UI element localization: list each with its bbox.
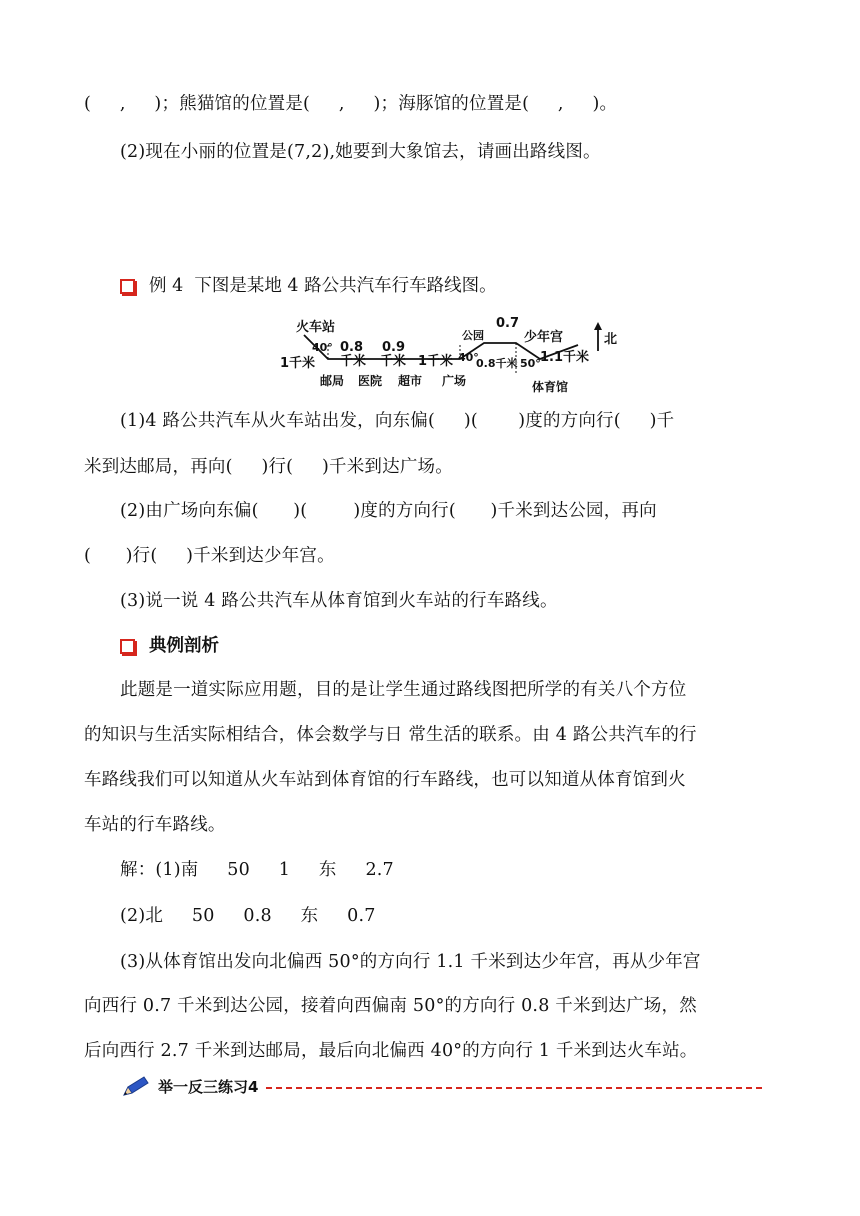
label-hospital: 医院: [358, 374, 383, 388]
dashed-divider: [266, 1087, 762, 1089]
pencil-icon: [122, 1075, 150, 1097]
label-1km-a: 1千米: [280, 356, 316, 371]
solution-1: 解：(1)南 50 1 东 2.7: [120, 860, 394, 880]
label-1km-b: 1千米: [418, 354, 454, 369]
example-4-title: 例 4 下图是某地 4 路公共汽车行车路线图。: [149, 276, 497, 296]
q2-line-b: ( )行( )千米到达少年宫。: [84, 546, 335, 566]
practice-header: [122, 1072, 762, 1100]
solution-3b: 向西行 0.7 千米到达公园，接着向西偏南 50°的方向行 0.8 千米到达广场，然: [84, 996, 697, 1016]
analysis-p4: 车站的行车路线。: [84, 815, 226, 835]
label-square: 广场: [442, 374, 467, 388]
q1-line-a: (1)4 路公共汽车从火车站出发，向东偏( )( )度的方向行( )千: [120, 411, 675, 431]
analysis-p3: 车路线我们可以知道从火车站到体育馆的行车路线，也可以知道从体育馆到火: [84, 770, 686, 790]
label-angle-40a: 40°: [312, 341, 333, 354]
label-post-office: 邮局: [320, 374, 345, 388]
label-train-station: 火车站: [296, 320, 336, 335]
analysis-title: 典例剖析: [149, 636, 219, 656]
checkbox-icon: [120, 639, 135, 654]
bus-route-map: [270, 315, 620, 395]
label-d-07: 0.7: [496, 316, 520, 331]
label-d-50: 50°: [520, 357, 541, 370]
label-youth-palace: 少年宫: [524, 330, 564, 345]
label-angle-40b: 40°: [458, 351, 479, 364]
analysis-p1: 此题是一道实际应用题，目的是让学生通过路线图把所学的有关八个方位: [120, 680, 687, 700]
analysis-p2: 的知识与生活实际相结合，体会数学与日 常生活的联系。由 4 路公共汽车的行: [84, 725, 697, 745]
practice-label: 举一反三练习4: [158, 1077, 259, 1096]
analysis-heading: [120, 634, 219, 658]
label-km-a: 千米: [340, 354, 367, 369]
q2-line-a: (2)由广场向东偏( )( )度的方向行( )千米到达公园，再向: [120, 501, 657, 521]
question-2: (2)现在小丽的位置是(7,2),她要到大象馆去，请画出路线图。: [120, 142, 601, 162]
q1-line-b: 米到达邮局，再向( )行( )千米到达广场。: [84, 457, 453, 477]
solution-3a: (3)从体育馆出发向北偏西 50°的方向行 1.1 千米到达少年宫，再从少年宫: [120, 952, 701, 972]
label-d-11: 1.1千米: [540, 350, 590, 365]
label-gym: 体育馆: [532, 380, 569, 394]
label-north: 北: [604, 332, 618, 347]
label-d-09: 0.9: [382, 340, 406, 355]
label-supermarket: 超市: [398, 374, 423, 388]
solution-3c: 后向西行 2.7 千米到达邮局，最后向北偏西 40°的方向行 1 千米到达火车站。: [84, 1041, 698, 1061]
question-line-1-continued: ( , )；熊猫馆的位置是( , )；海豚馆的位置是( , )。: [84, 94, 618, 114]
label-d-08b: 0.8千米: [476, 357, 518, 370]
route-map-svg: [270, 315, 620, 395]
solution-2: (2)北 50 0.8 东 0.7: [120, 906, 376, 926]
example-4-heading: [120, 274, 497, 298]
checkbox-icon: [120, 279, 135, 294]
q3-line: (3)说一说 4 路公共汽车从体育馆到火车站的行车路线。: [120, 591, 558, 611]
label-km-b: 千米: [380, 354, 407, 369]
label-park: 公园: [462, 329, 484, 342]
label-d-08a: 0.8: [340, 340, 364, 355]
